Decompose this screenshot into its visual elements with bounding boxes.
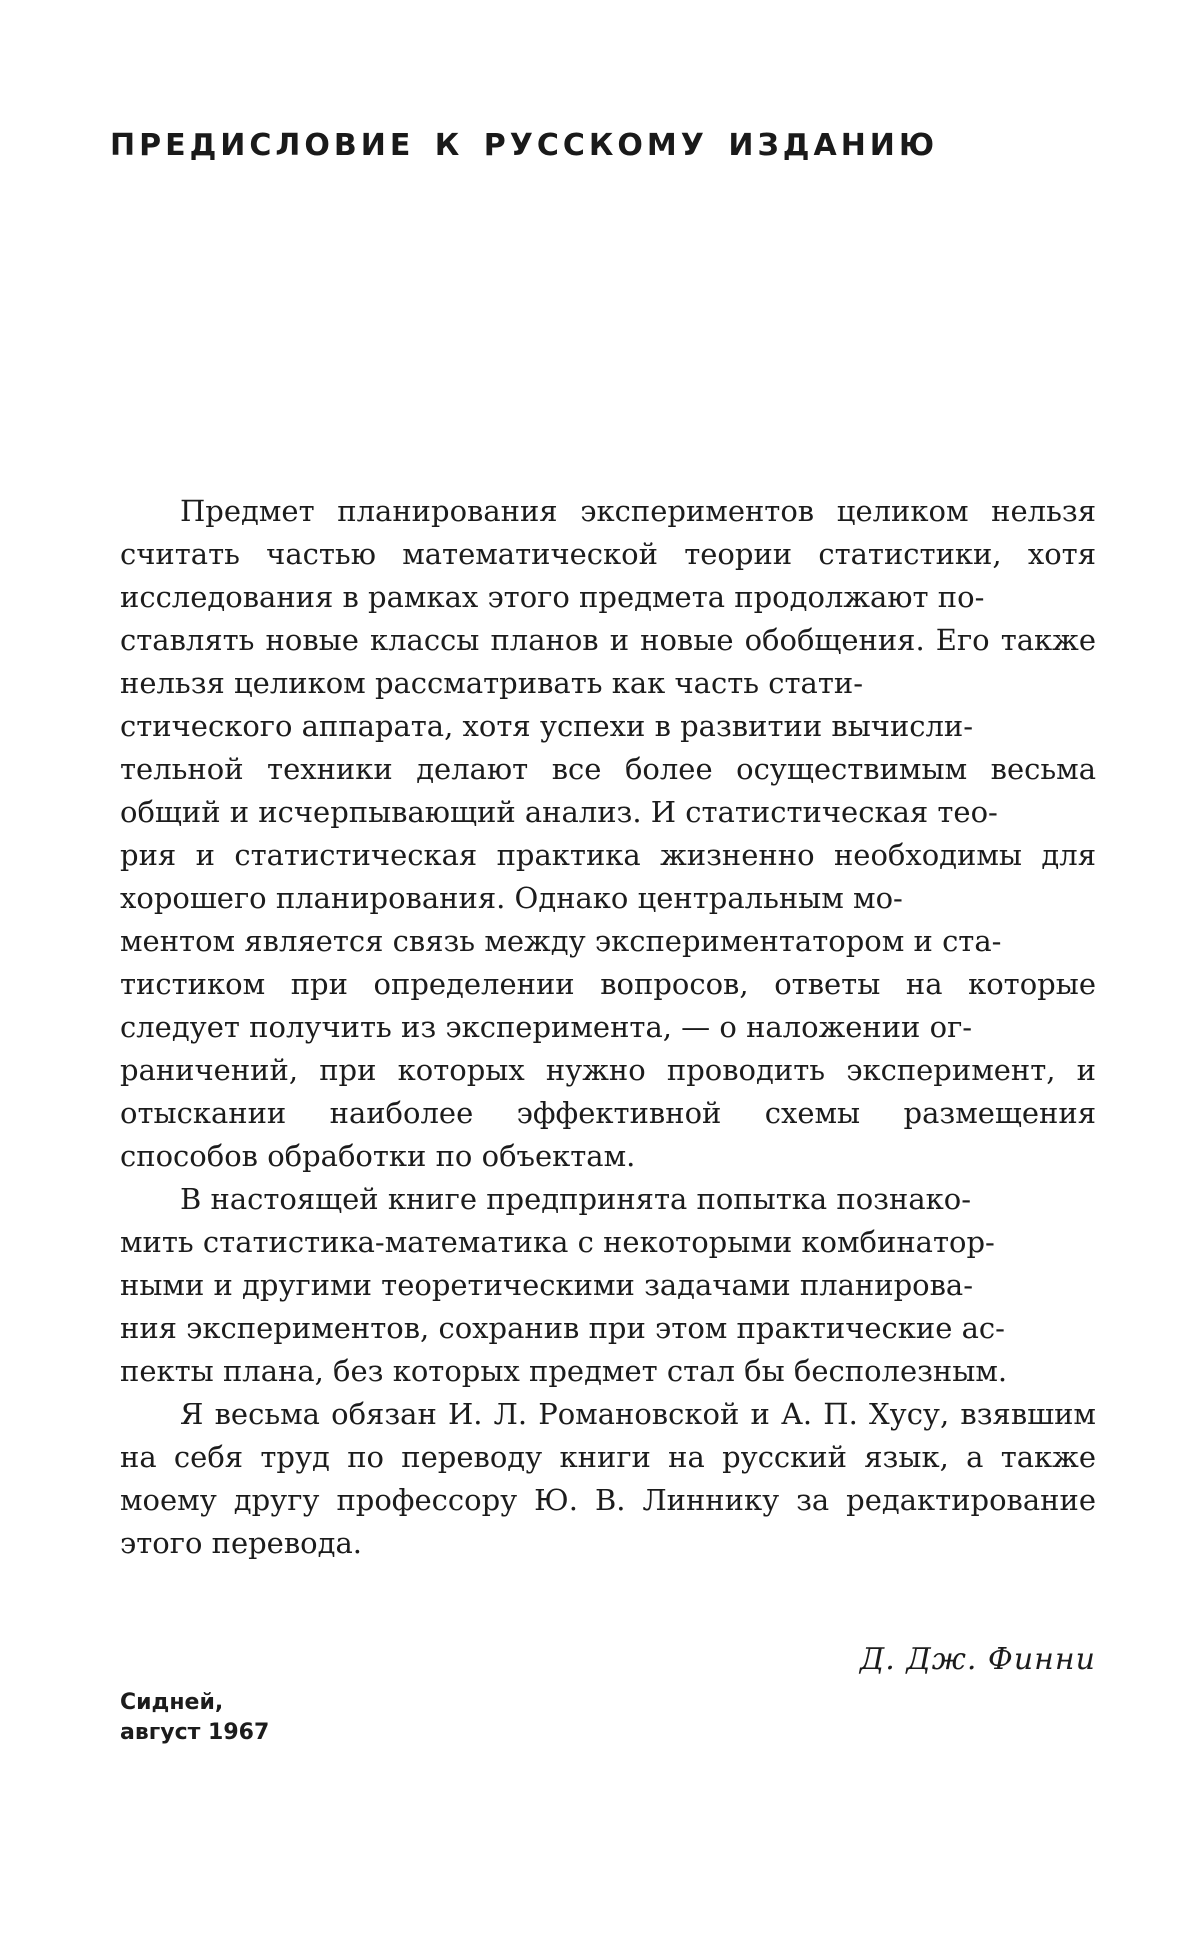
preface-body (120, 490, 1096, 1565)
paragraph-2: В настоящей книге предпринята попытка познако- мить статистика-математика с некоторыми комбинатор- ными и другими теоретическими задачами планирова- ния экспериментов, сохранив при этом практические ас- пекты плана, без которых предмет стал бы бесполезным. (120, 1182, 1008, 1388)
author-signature: Д. Дж. Финни (859, 1642, 1096, 1677)
paragraph-1: Предмет планирования экспериментов целиком нельзя считать частью математической теории статистики, хотя исследования в рамках этого предмета продолжают по- ставлять новые классы планов и новые обобщения. Его также нельзя целиком рассматривать как часть стати- стического аппарата, хотя успехи в развитии вычисли- тельной техники делают все более осуществимым весьма общий и исчерпывающий анализ. И статистическая тео- рия и статистическая практика жизненно необходимы для хорошего планирования. Однако центральным мо- ментом является связь между экспериментатором и ста- тистиком при определении вопросов, ответы на которые следует получить из эксперимента, — о наложении ог- раничений, при которых нужно проводить эксперимент, и отыскании наиболее эффективной схемы размещения способов обработки по объектам. (120, 494, 1096, 1173)
place-label: Сидней, (120, 1690, 224, 1715)
dateline (120, 1688, 269, 1748)
page-heading: ПРЕДИСЛОВИЕ К РУССКОМУ ИЗДАНИЮ (110, 128, 939, 163)
date-label: август 1967 (120, 1720, 270, 1745)
paragraph-3: Я весьма обязан И. Л. Романовской и А. П. Хусу, взявшим на себя труд по переводу книги на русский язык, а также моему другу профессору Ю. В. Линнику за редактирование этого перевода. (120, 1397, 1096, 1560)
